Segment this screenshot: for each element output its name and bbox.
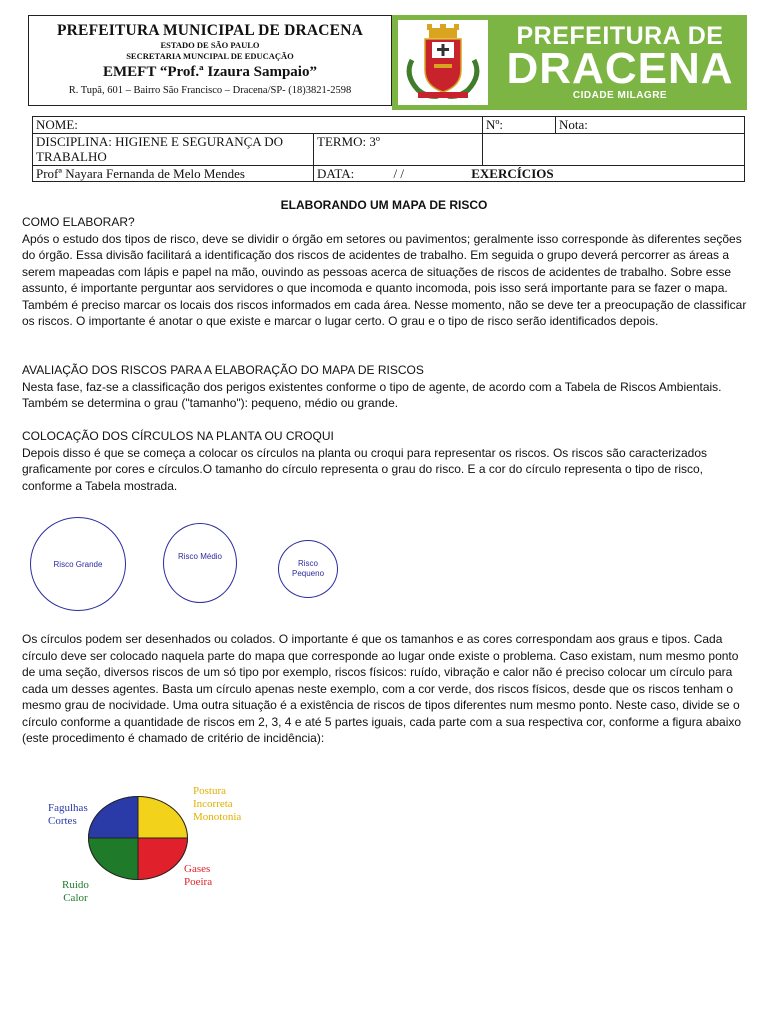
section3-text: Depois disso é que se começa a colocar os círculos na planta ou croqui para representar os riscos. Os riscos são caracterizados graficamente por cores e círculos.O tamanho do círculo representa o grau do risco. E a cor do círculo representa o tipo de risco, conforme a Tabela mostrada. <box>22 445 707 493</box>
circle-pequeno-label-2: Pequeno <box>291 569 325 578</box>
logo-line2: DRACENA <box>506 44 734 93</box>
header-address: R. Tupã, 601 – Bairro São Francisco – Dracena/SP- (18)3821-2598 <box>68 85 352 96</box>
logo-line3: CIDADE MILAGRE <box>572 90 668 101</box>
header-secretary: SECRETARIA MUNCIPAL DE EDUCAÇÃO <box>126 51 294 61</box>
header-school: EMEFT “Prof.ª Izaura Sampaio” <box>103 64 317 80</box>
nota-field[interactable] <box>556 117 745 134</box>
termo-text: TERMO: 3º <box>317 134 380 149</box>
circle-risco-medio <box>163 523 237 603</box>
section2 <box>22 362 748 412</box>
pie-label-cortes: Cortes <box>48 815 77 827</box>
data-label: DATA: <box>317 166 355 181</box>
termo-cell <box>314 134 483 166</box>
pie-label-incorreta: Incorreta <box>193 798 233 810</box>
circle-pequeno-label-1: Risco <box>297 559 318 568</box>
pie-label-poeira: Poeira <box>184 876 213 888</box>
incidence-pie <box>88 796 188 880</box>
section3-heading: COLOCAÇÃO DOS CÍRCULOS NA PLANTA OU CROQUI <box>22 429 334 443</box>
pie-label-yellow <box>193 785 241 824</box>
section4 <box>22 631 748 747</box>
pie-label-green <box>62 879 89 905</box>
pie-label-red <box>184 863 212 889</box>
student-info-table <box>32 116 745 182</box>
professor-text: Profª Nayara Fernanda de Melo Mendes <box>36 166 245 181</box>
pie-label-monotonia: Monotonia <box>193 811 242 823</box>
nota-label: Nota: <box>559 117 588 132</box>
section1-text: Após o estudo dos tipos de risco, deve se dividir o órgão em setores ou pavimentos; geralmente isso corresponde às diferentes seções do órgão. Essa divisão facilitará a identificação dos riscos de acidentes de trabalho. Em seguida o grupo deverá percorrer as áreas a serem mapeadas com lápis e papel na mão, ouvindo as pessoas acerca de situações de riscos de acidentes de trabalho. Sobre esse assunto, é importante perguntar aos servidores o que incomoda e quanto incomoda, pois isso será importante para se fazer o mapa. Também é preciso marcar os locais dos riscos informados em cada área. Nesse momento, não se deve ter a preocupação de classificar os riscos. O importante é anotar o que existe e marcar o lugar certo. O grau e o tipo de risco serão identificados depois. <box>22 231 747 328</box>
header-state: ESTADO DE SÃO PAULO <box>160 40 260 50</box>
section1-heading: COMO ELABORAR? <box>22 215 135 229</box>
pie-label-ruido: Ruido <box>62 879 89 891</box>
nome-field[interactable] <box>33 117 483 134</box>
logo-line1: PREFEITURA DE <box>516 22 724 50</box>
section3 <box>22 428 748 494</box>
circle-risco-grande <box>30 517 126 611</box>
circle-grande-label: Risco Grande <box>53 559 103 569</box>
header-box <box>28 15 392 106</box>
empty-cell <box>483 134 745 166</box>
pie-label-calor: Calor <box>63 892 88 904</box>
data-slashes: / / <box>393 166 404 181</box>
exercicios-label: EXERCÍCIOS <box>471 166 554 181</box>
circle-risco-pequeno <box>278 540 338 598</box>
section2-text: Nesta fase, faz-se a classificação dos perigos existentes conforme o tipo de agente, de acordo com a Tabela de Riscos Ambientais. Também se determina o grau ("tamanho"): pequeno, médio ou grande. <box>22 379 722 410</box>
professor-cell <box>33 166 314 182</box>
numero-label: Nº: <box>486 117 504 132</box>
city-coat-of-arms-icon <box>398 20 488 105</box>
data-cell[interactable] <box>314 166 745 182</box>
disciplina-text: DISCIPLINA: HIGIENE E SEGURANÇA DO TRABALHO <box>36 134 283 164</box>
nome-label: NOME: <box>36 117 78 132</box>
pie-label-fagulhas: Fagulhas <box>48 802 88 814</box>
pie-label-postura: Postura <box>193 785 226 797</box>
circle-medio-label: Risco Médio <box>177 552 222 561</box>
section1 <box>22 214 748 330</box>
section2-heading: AVALIAÇÃO DOS RISCOS PARA A ELABORAÇÃO DO MAPA DE RISCOS <box>22 363 424 377</box>
pie-label-blue <box>48 802 88 828</box>
disciplina-cell <box>33 134 314 166</box>
city-seal <box>398 20 488 105</box>
section4-text: Os círculos podem ser desenhados ou colados. O importante é que os tamanhos e as cores correspondam aos graus e tipos. Cada círculo deve ser colocado naquela parte do mapa que corresponde ao lugar onde existe o problema. Caso existam, num mesmo ponto de uma seção, diversos riscos de um só tipo por exemplo, riscos físicos: ruído, vibração e calor não é preciso colocar um círculo para cada um desses agentes. Basta um círculo apenas neste exemplo, com a cor verde, dos riscos físicos, desde que os riscos tenham o mesmo grau de nocividade. Uma outra situação é a existência de riscos de tipos diferentes num mesmo ponto. Neste caso, divide se o círculo conforme a quantidade de riscos em 2, 3, 4 e até 5 partes iguais, cada parte com a sua respectiva cor, conforme a figura abaixo (este procedimento é chamado de critério de incidência): <box>22 632 742 745</box>
numero-field[interactable] <box>483 117 556 134</box>
header-title: PREFEITURA MUNICIPAL DE DRACENA <box>56 22 364 39</box>
page-title: ELABORANDO UM MAPA DE RISCO <box>280 198 488 212</box>
pie-label-gases: Gases <box>184 863 211 875</box>
